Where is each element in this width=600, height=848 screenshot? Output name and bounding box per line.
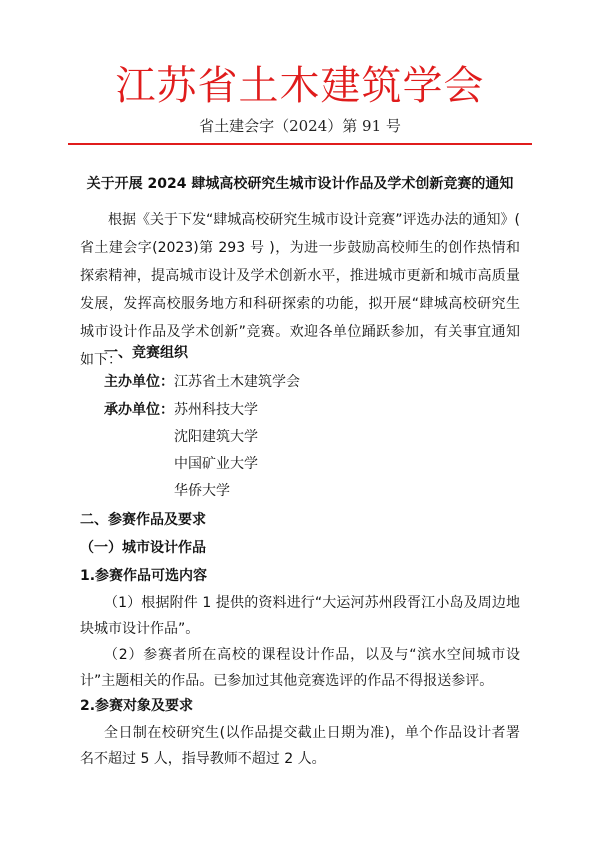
host-row [104,370,300,394]
organizer-item: 沈阳建筑大学 [174,429,258,445]
organizer-item: 中国矿业大学 [174,456,258,472]
point2-heading: 2.参赛对象及要求 [80,698,194,714]
section1-heading: 一、竞赛组织 [104,345,188,361]
organizer-row [104,398,258,422]
point1-item1: （1）根据附件 1 提供的资料进行“大运河苏州段胥江小岛及周边地块城市设计作品”。 [80,595,520,637]
organizer-item: 苏州科技大学 [174,402,258,418]
intro-paragraph: 根据《关于下发“肆城高校研究生城市设计竞赛”评选办法的通知》( 省土建会字(2023)第 293 号 )，为进一步鼓励高校师生的创作热情和探索精神，提高城市设计及学术创新水平，推进城市更新和城市高质量发展，发挥高校服务地方和科研探索的功能，拟开展“肆城高校研究生城市设计作品及学术创新”竞赛。欢迎各单位踊跃参加，有关事宜通知如下： [80,212,520,368]
point1-heading: 1.参赛作品可选内容 [80,568,208,584]
organizer-label: 承办单位： [104,402,174,418]
red-divider-line [68,143,532,145]
point1-item2: （2）参赛者所在高校的课程设计作品，以及与“滨水空间城市设计”主题相关的作品。已参加过其他竞赛选评的作品不得报送参评。 [80,647,520,689]
organization-title: 江苏省土木建筑学会 [115,63,485,109]
organizer-item: 华侨大学 [174,483,230,499]
point2-text: 全日制在校研究生(以作品提交截止日期为准)，单个作品设计者署名不超过 5 人，指导教师不超过 2 人。 [80,725,520,767]
section2-heading: 二、参赛作品及要求 [80,512,206,528]
notice-title: 关于开展 2024 肆城高校研究生城市设计作品及学术创新竞赛的通知 [86,176,514,192]
host-label: 主办单位： [104,374,174,390]
subsection-heading: （一）城市设计作品 [80,540,206,556]
document-number: 省土建会字（2024）第 91 号 [199,117,401,135]
host-value: 江苏省土木建筑学会 [174,374,300,390]
